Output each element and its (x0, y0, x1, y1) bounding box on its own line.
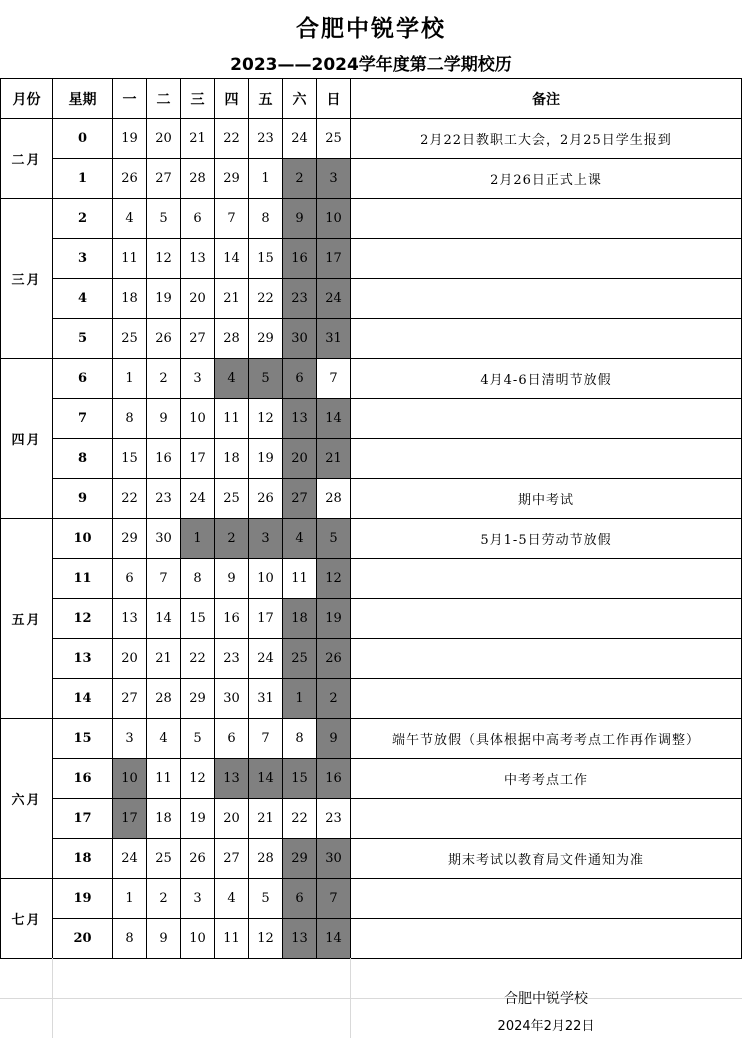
day-cell: 28 (249, 839, 283, 879)
note-cell: 4月4-6日清明节放假 (351, 359, 742, 399)
day-cell: 16 (215, 599, 249, 639)
day-cell: 16 (147, 439, 181, 479)
day-cell: 14 (215, 239, 249, 279)
day-cell: 21 (181, 119, 215, 159)
day-cell: 4 (283, 519, 317, 559)
day-cell: 14 (317, 399, 351, 439)
day-cell: 11 (113, 239, 147, 279)
day-cell: 15 (113, 439, 147, 479)
table-row (1, 199, 742, 239)
table-row (1, 919, 742, 959)
day-cell: 20 (283, 439, 317, 479)
day-cell: 24 (317, 279, 351, 319)
header-fri: 五 (249, 79, 283, 119)
header-week: 星期 (53, 79, 113, 119)
table-row (1, 799, 742, 839)
day-cell: 8 (249, 199, 283, 239)
day-cell: 22 (249, 279, 283, 319)
day-cell: 6 (283, 359, 317, 399)
day-cell: 20 (215, 799, 249, 839)
week-number: 6 (53, 359, 113, 399)
day-cell: 27 (181, 319, 215, 359)
day-cell: 26 (249, 479, 283, 519)
day-cell: 24 (113, 839, 147, 879)
day-cell: 25 (215, 479, 249, 519)
note-cell (351, 599, 742, 639)
header-wed: 三 (181, 79, 215, 119)
note-cell: 期中考试 (351, 479, 742, 519)
day-cell: 12 (317, 559, 351, 599)
day-cell: 18 (147, 799, 181, 839)
day-cell: 1 (249, 159, 283, 199)
header-sat: 六 (283, 79, 317, 119)
day-cell: 30 (215, 679, 249, 719)
day-cell: 19 (317, 599, 351, 639)
day-cell: 4 (147, 719, 181, 759)
day-cell: 19 (113, 119, 147, 159)
week-number: 13 (53, 639, 113, 679)
day-cell: 20 (113, 639, 147, 679)
day-cell: 7 (249, 719, 283, 759)
day-cell: 22 (283, 799, 317, 839)
day-cell: 3 (113, 719, 147, 759)
day-cell: 5 (181, 719, 215, 759)
day-cell: 11 (215, 919, 249, 959)
calendar-table (0, 78, 742, 959)
week-number: 12 (53, 599, 113, 639)
day-cell: 26 (317, 639, 351, 679)
month-label: 二月 (1, 119, 53, 199)
day-cell: 30 (317, 839, 351, 879)
day-cell: 16 (317, 759, 351, 799)
day-cell: 2 (283, 159, 317, 199)
day-cell: 15 (181, 599, 215, 639)
month-label: 四月 (1, 359, 53, 519)
day-cell: 12 (181, 759, 215, 799)
table-row (1, 159, 742, 199)
note-cell (351, 319, 742, 359)
day-cell: 19 (249, 439, 283, 479)
day-cell: 27 (283, 479, 317, 519)
day-cell: 11 (215, 399, 249, 439)
day-cell: 17 (113, 799, 147, 839)
day-cell: 6 (181, 199, 215, 239)
day-cell: 1 (181, 519, 215, 559)
day-cell: 8 (113, 399, 147, 439)
table-row (1, 359, 742, 399)
day-cell: 1 (113, 879, 147, 919)
table-row (1, 519, 742, 559)
table-row (1, 759, 742, 799)
day-cell: 14 (147, 599, 181, 639)
day-cell: 20 (147, 119, 181, 159)
day-cell: 12 (249, 919, 283, 959)
day-cell: 10 (181, 919, 215, 959)
week-number: 11 (53, 559, 113, 599)
week-number: 0 (53, 119, 113, 159)
header-sun: 日 (317, 79, 351, 119)
week-number: 4 (53, 279, 113, 319)
note-cell (351, 239, 742, 279)
day-cell: 8 (283, 719, 317, 759)
day-cell: 15 (283, 759, 317, 799)
note-cell: 中考考点工作 (351, 759, 742, 799)
day-cell: 19 (181, 799, 215, 839)
day-cell: 1 (113, 359, 147, 399)
note-cell (351, 919, 742, 959)
page-title: 合肥中锐学校 (296, 16, 446, 42)
day-cell: 13 (283, 399, 317, 439)
day-cell: 30 (283, 319, 317, 359)
table-row (1, 879, 742, 919)
day-cell: 5 (147, 199, 181, 239)
day-cell: 13 (283, 919, 317, 959)
table-row (1, 839, 742, 879)
day-cell: 16 (283, 239, 317, 279)
day-cell: 21 (317, 439, 351, 479)
table-row (1, 639, 742, 679)
week-number: 16 (53, 759, 113, 799)
day-cell: 22 (215, 119, 249, 159)
day-cell: 11 (283, 559, 317, 599)
note-cell: 期末考试以教育局文件通知为准 (351, 839, 742, 879)
day-cell: 2 (147, 879, 181, 919)
header-tue: 二 (147, 79, 181, 119)
note-cell (351, 639, 742, 679)
table-row (1, 719, 742, 759)
day-cell: 7 (215, 199, 249, 239)
day-cell: 19 (147, 279, 181, 319)
day-cell: 25 (283, 639, 317, 679)
day-cell: 2 (147, 359, 181, 399)
day-cell: 24 (283, 119, 317, 159)
day-cell: 5 (317, 519, 351, 559)
day-cell: 20 (181, 279, 215, 319)
table-row (1, 399, 742, 439)
day-cell: 24 (181, 479, 215, 519)
day-cell: 28 (215, 319, 249, 359)
day-cell: 29 (113, 519, 147, 559)
footer-school: 合肥中锐学校 (504, 991, 588, 1007)
day-cell: 28 (317, 479, 351, 519)
day-cell: 17 (181, 439, 215, 479)
day-cell: 8 (113, 919, 147, 959)
day-cell: 8 (181, 559, 215, 599)
month-label: 七月 (1, 879, 53, 959)
day-cell: 9 (147, 919, 181, 959)
table-row (1, 439, 742, 479)
note-cell (351, 279, 742, 319)
day-cell: 7 (317, 879, 351, 919)
day-cell: 24 (249, 639, 283, 679)
table-row (1, 119, 742, 159)
week-number: 14 (53, 679, 113, 719)
header-month: 月份 (1, 79, 53, 119)
day-cell: 25 (113, 319, 147, 359)
month-label: 六月 (1, 719, 53, 879)
header-mon: 一 (113, 79, 147, 119)
note-cell: 5月1-5日劳动节放假 (351, 519, 742, 559)
day-cell: 26 (181, 839, 215, 879)
day-cell: 28 (181, 159, 215, 199)
day-cell: 2 (317, 679, 351, 719)
table-row (1, 279, 742, 319)
day-cell: 1 (283, 679, 317, 719)
week-number: 15 (53, 719, 113, 759)
week-number: 3 (53, 239, 113, 279)
day-cell: 5 (249, 359, 283, 399)
day-cell: 23 (215, 639, 249, 679)
week-number: 7 (53, 399, 113, 439)
week-number: 5 (53, 319, 113, 359)
day-cell: 14 (249, 759, 283, 799)
week-number: 9 (53, 479, 113, 519)
day-cell: 6 (113, 559, 147, 599)
day-cell: 13 (181, 239, 215, 279)
header-row (1, 79, 742, 119)
day-cell: 29 (215, 159, 249, 199)
day-cell: 3 (249, 519, 283, 559)
day-cell: 18 (283, 599, 317, 639)
note-cell (351, 199, 742, 239)
day-cell: 29 (283, 839, 317, 879)
note-cell (351, 799, 742, 839)
day-cell: 9 (283, 199, 317, 239)
week-number: 1 (53, 159, 113, 199)
day-cell: 26 (147, 319, 181, 359)
day-cell: 10 (113, 759, 147, 799)
header-thu: 四 (215, 79, 249, 119)
day-cell: 9 (215, 559, 249, 599)
note-cell (351, 879, 742, 919)
day-cell: 14 (317, 919, 351, 959)
day-cell: 25 (317, 119, 351, 159)
day-cell: 13 (215, 759, 249, 799)
day-cell: 4 (113, 199, 147, 239)
table-row (1, 319, 742, 359)
day-cell: 6 (283, 879, 317, 919)
day-cell: 12 (249, 399, 283, 439)
day-cell: 5 (249, 879, 283, 919)
day-cell: 11 (147, 759, 181, 799)
day-cell: 4 (215, 879, 249, 919)
day-cell: 3 (181, 359, 215, 399)
day-cell: 26 (113, 159, 147, 199)
day-cell: 23 (249, 119, 283, 159)
table-row (1, 239, 742, 279)
week-number: 8 (53, 439, 113, 479)
month-label: 五月 (1, 519, 53, 719)
week-number: 19 (53, 879, 113, 919)
day-cell: 30 (147, 519, 181, 559)
table-row (1, 559, 742, 599)
table-row (1, 479, 742, 519)
day-cell: 10 (317, 199, 351, 239)
day-cell: 7 (147, 559, 181, 599)
note-cell (351, 679, 742, 719)
day-cell: 27 (113, 679, 147, 719)
day-cell: 31 (249, 679, 283, 719)
month-label: 三月 (1, 199, 53, 359)
day-cell: 3 (317, 159, 351, 199)
day-cell: 2 (215, 519, 249, 559)
day-cell: 18 (113, 279, 147, 319)
day-cell: 18 (215, 439, 249, 479)
footer-date: 2024年2月22日 (497, 1019, 595, 1034)
day-cell: 6 (215, 719, 249, 759)
day-cell: 9 (147, 399, 181, 439)
day-cell: 31 (317, 319, 351, 359)
day-cell: 17 (249, 599, 283, 639)
week-number: 17 (53, 799, 113, 839)
day-cell: 25 (147, 839, 181, 879)
day-cell: 21 (147, 639, 181, 679)
day-cell: 17 (317, 239, 351, 279)
week-number: 2 (53, 199, 113, 239)
day-cell: 15 (249, 239, 283, 279)
day-cell: 22 (181, 639, 215, 679)
day-cell: 10 (249, 559, 283, 599)
day-cell: 23 (283, 279, 317, 319)
note-cell: 2月26日正式上课 (351, 159, 742, 199)
day-cell: 28 (147, 679, 181, 719)
day-cell: 29 (181, 679, 215, 719)
day-cell: 3 (181, 879, 215, 919)
note-cell (351, 559, 742, 599)
note-cell: 2月22日教职工大会，2月25日学生报到 (351, 119, 742, 159)
page-subtitle: 2023——2024学年度第二学期校历 (230, 55, 512, 75)
day-cell: 21 (215, 279, 249, 319)
note-cell: 端午节放假（具体根据中高考考点工作再作调整） (351, 719, 742, 759)
week-number: 10 (53, 519, 113, 559)
week-number: 20 (53, 919, 113, 959)
day-cell: 4 (215, 359, 249, 399)
table-row (1, 599, 742, 639)
header-notes: 备注 (351, 79, 742, 119)
day-cell: 9 (317, 719, 351, 759)
day-cell: 29 (249, 319, 283, 359)
day-cell: 21 (249, 799, 283, 839)
week-number: 18 (53, 839, 113, 879)
day-cell: 27 (147, 159, 181, 199)
table-row (1, 679, 742, 719)
day-cell: 23 (147, 479, 181, 519)
day-cell: 10 (181, 399, 215, 439)
note-cell (351, 439, 742, 479)
day-cell: 12 (147, 239, 181, 279)
day-cell: 22 (113, 479, 147, 519)
day-cell: 27 (215, 839, 249, 879)
day-cell: 13 (113, 599, 147, 639)
note-cell (351, 399, 742, 439)
day-cell: 23 (317, 799, 351, 839)
day-cell: 7 (317, 359, 351, 399)
